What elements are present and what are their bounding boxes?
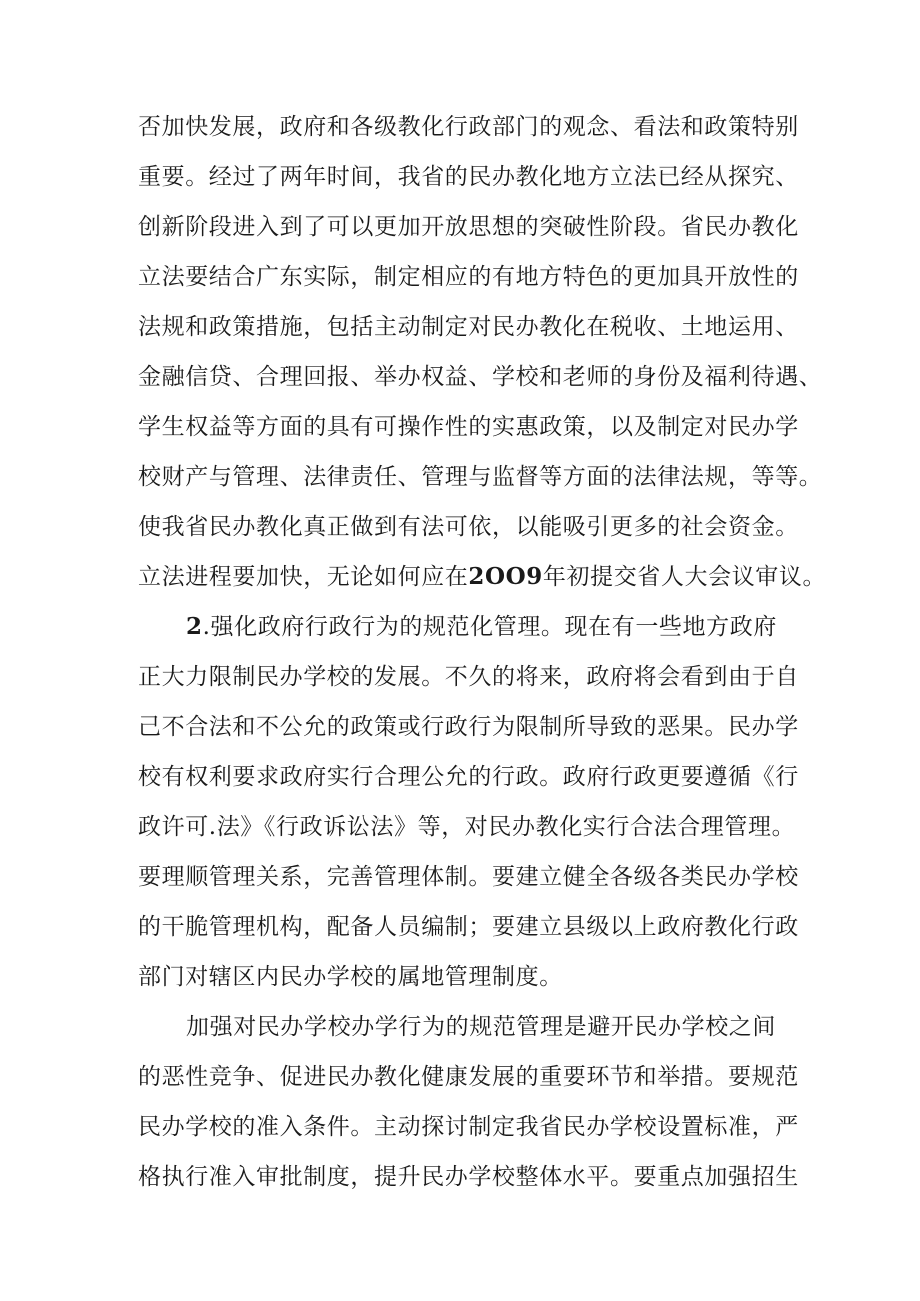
text-segment: 年初提交省人大会议审议。 bbox=[542, 564, 827, 590]
text-line: 格执行准入审批制度，提升民办学校整体水平。要重点加强招生 bbox=[138, 1164, 799, 1190]
text-line bbox=[138, 562, 826, 592]
text-line: 要理顺管理关系，完善管理体制。要建立健全各级各类民办学校 bbox=[138, 864, 799, 890]
text-segment: 立法进程要加快，无论如何应在 bbox=[138, 564, 469, 590]
text-line: 的干脆管理机构，配备人员编制；要建立县级以上政府教化行政 bbox=[138, 914, 799, 940]
text-line: 加强对民办学校办学行为的规范管理是避开民办学校之间 bbox=[186, 1014, 776, 1040]
year-number: 2OO9 bbox=[468, 563, 543, 590]
text-line: 的恶性竞争、促进民办教化健康发展的重要环节和举措。要规范 bbox=[138, 1064, 799, 1090]
text-line: 己不合法和不公允的政策或行政行为限制所导致的恶果。民办学 bbox=[138, 714, 799, 740]
text-line: 重要。经过了两年时间，我省的民办教化地方立法已经从探究、 bbox=[138, 164, 799, 190]
text-line: 学生权益等方面的具有可操作性的实惠政策，以及制定对民办学 bbox=[138, 414, 799, 440]
text-line: 立法要结合广东实际，制定相应的有地方特色的更加具开放性的 bbox=[138, 264, 799, 290]
text-line: 法规和政策措施，包括主动制定对民办教化在税收、土地运用、 bbox=[138, 314, 799, 340]
text-line: 部门对辖区内民办学校的属地管理制度。 bbox=[138, 964, 563, 990]
text-segment: .强化政府行政行为的规范化管理。现在有一些地方政府 bbox=[202, 614, 777, 640]
section-number: 2 bbox=[186, 613, 203, 640]
text-line: 使我省民办教化真正做到有法可依，以能吸引更多的社会资金。 bbox=[138, 514, 799, 540]
text-line: 创新阶段进入到了可以更加开放思想的突破性阶段。省民办教化 bbox=[138, 214, 799, 240]
text-line: 校财产与管理、法律责任、管理与监督等方面的法律法规，等等。 bbox=[138, 464, 823, 490]
text-line: 正大力限制民办学校的发展。不久的将来，政府将会看到由于自 bbox=[138, 664, 799, 690]
text-line: 政许可.法》《行政诉讼法》等，对民办教化实行合法合理管理。 bbox=[138, 814, 796, 840]
text-line: 否加快发展，政府和各级教化行政部门的观念、看法和政策特别 bbox=[138, 114, 799, 140]
text-line: 金融信贷、合理回报、举办权益、学校和老师的身份及福利待遇、 bbox=[138, 364, 823, 390]
text-line: 校有权利要求政府实行合理公允的行政。政府行政更要遵循《行 bbox=[138, 764, 799, 790]
text-line: 民办学校的准入条件。主动探讨制定我省民办学校设置标准，严 bbox=[138, 1114, 799, 1140]
text-line bbox=[186, 612, 777, 642]
